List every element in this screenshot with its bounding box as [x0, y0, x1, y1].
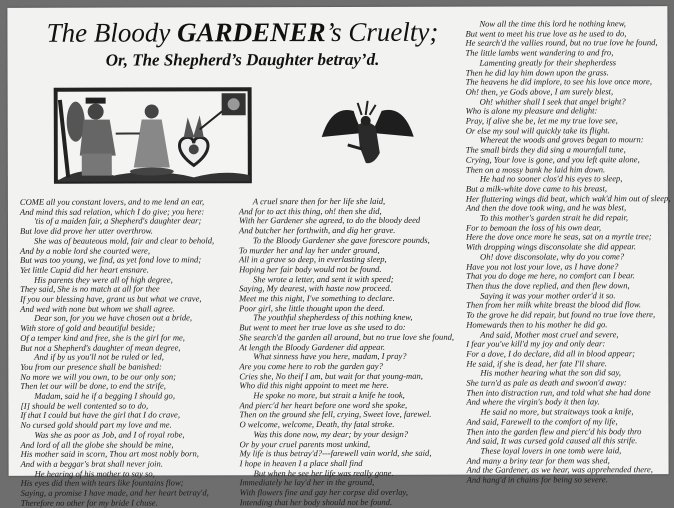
- stanza: [240, 468, 455, 507]
- stanza: [466, 97, 671, 136]
- verse-line: Then he did lay him down upon the grass.: [466, 68, 671, 78]
- verse-line: He spoke no more, but strait a knife he took,: [239, 391, 454, 401]
- verse-line: Therefore no other for my bride I chuse.: [21, 498, 215, 508]
- verse-line: But when he see her life was really gone.: [240, 468, 455, 478]
- verse-line: Now all the time this lord he nothing knew,: [465, 19, 670, 29]
- verse-line: His eyes did then with tears like fountains flow;: [21, 479, 215, 489]
- stanza: [466, 252, 671, 291]
- verse-line: And butcher her forthwith, and dig her grave.: [239, 226, 454, 236]
- verse-line: These loyal lovers in one tomb were laid,: [467, 446, 672, 456]
- verse-line: Oh! dove disconsolate, why do you come?: [466, 252, 671, 262]
- verse-line: The small birds they did sing a mournfull tune,: [466, 145, 671, 155]
- verse-line: With her Gardener she agreed, to do the bloody deed: [239, 216, 454, 226]
- verse-line: [I] should be well contented so to do,: [20, 401, 214, 411]
- verse-line: To this mother's garden strait he did repair,: [466, 213, 671, 223]
- verse-line: 'tis of a maiden fair, a Shepherd's daughter dear;: [20, 217, 214, 227]
- verse-line: Then from her milk white breast the blood did flow.: [466, 301, 671, 311]
- verse-line: He said no more, but straitways took a knife,: [466, 407, 671, 417]
- verse-line: And pierc'd her heart before one word she spoke,: [239, 400, 454, 410]
- verse-line: Or else my soul will quickly take its flight.: [466, 126, 671, 136]
- verse-line: No more we will you own, to be our only son;: [20, 372, 214, 382]
- verse-line: COME all you constant lovers, and to me lend an ear,: [20, 197, 214, 207]
- verse-line: And if by us you'll not be ruled or led,: [20, 353, 214, 363]
- broadside-sheet: [7, 6, 668, 476]
- stanza: [466, 174, 671, 213]
- verse-line: His parents they were all of high degree,: [20, 275, 214, 285]
- verse-line: And said, Farewell to the comfort of my life,: [466, 417, 671, 427]
- verse-line: Lamenting greatly for their shepherdess: [466, 58, 671, 68]
- verse-line: He said, if she is dead, her fate I'll share.: [466, 359, 671, 369]
- verse-line: Yet little Cupid did her heart ensnare.: [20, 265, 214, 275]
- verse-line: Are you come here to rob the garden gay?: [239, 362, 454, 372]
- stanza: [239, 430, 454, 469]
- verse-line: If that I could but have the girl that I do crave,: [20, 411, 214, 421]
- verse-line: Was this done now, my dear; by your design?: [239, 430, 454, 440]
- verse-line: And hang'd in chains for being so severe.: [467, 475, 672, 485]
- verse-line: Then into distraction run, and told what she had done: [466, 388, 671, 398]
- verse-line: Madam, said he if a begging I should go,: [20, 391, 214, 401]
- stanza: [466, 136, 671, 175]
- verse-line: Hoping her fair body would not be found.: [239, 265, 454, 275]
- verse-line: They said, She is no match at all for thee: [20, 285, 214, 295]
- verse-line: And for to act this thing, oh! then she did,: [239, 206, 454, 216]
- verse-line: But went to meet his true love as he used to do,: [465, 29, 670, 39]
- verse-line: No cursed gold should part my love and me.: [20, 420, 214, 430]
- verse-line: Whereat the woods and groves began to mourn:: [466, 136, 671, 146]
- verse-line: He hearing of his mother to say so,: [21, 469, 215, 479]
- verse-line: Pray, if alive she be, let me my true love see,: [466, 116, 671, 126]
- verse-line: And with a beggar's brat shall never join.: [21, 459, 215, 469]
- verse-line: But was too young, we find, as yet fond love to mind;: [20, 256, 214, 266]
- verse-line: Immediately he lay'd her in the ground,: [240, 478, 455, 488]
- stanza: [466, 58, 671, 97]
- verse-line: I hope in heaven I a place shall find: [240, 459, 455, 469]
- verse-line: And mind this sad relation, which I do give; you here:: [20, 207, 214, 217]
- verse-line: I fear you've kill'd my joy and only dear:: [466, 339, 671, 349]
- verse-line: To the grove he did repair, but found no true love there,: [466, 310, 671, 320]
- stanza: [20, 275, 214, 314]
- stanza: [20, 197, 214, 236]
- verse-line: With flowers fine and gay her corpse did overlay,: [240, 488, 455, 498]
- verse-line: The heavens he did implore, to see his love once more,: [466, 77, 671, 87]
- verse-line: Her fluttering wings did beat, which wak'd him out of sleep,: [466, 194, 671, 204]
- verse-line: She wrote a letter, and sent it with speed;: [239, 274, 454, 284]
- woodcut-lovers-illustration: [54, 85, 254, 186]
- verse-line: Saying, a promise I have made, and her heart betray'd,: [21, 488, 215, 498]
- verse-line: What sinness have you here, madam, I pray?: [239, 352, 454, 362]
- verse-line: You from our presence shall be banished:: [20, 362, 214, 372]
- verse-line: Homewards then to his mother he did go.: [466, 320, 671, 330]
- stanza: [466, 213, 671, 252]
- stanza: [239, 236, 454, 275]
- stanza: [239, 197, 454, 236]
- verse-line: And the Gardener, as we hear, was apprehended there,: [467, 465, 672, 475]
- verse-line: And then the dove took wing, and he was blest,: [466, 203, 671, 213]
- verse-line: He had no sooner clos'd his eyes to sleep,: [466, 174, 671, 184]
- verse-line: At length the Bloody Gardener did appear.: [239, 342, 454, 352]
- verse-line: Then thus the dove replied, and then flew down,: [466, 281, 671, 291]
- stanza: [21, 469, 215, 508]
- stanza: [20, 353, 214, 392]
- verse-line: O welcome, welcome, Death, thy fatal stroke.: [239, 420, 454, 430]
- verse-line: The little lambs went wandering to and fro,: [465, 48, 670, 58]
- verse-line: For a dove, I do declare, did all in blood appear;: [466, 349, 671, 359]
- verse-line: To the Bloody Gardener she gave forescore pounds,: [239, 236, 454, 246]
- verse-line: With store of gold and beautiful beside;: [20, 323, 214, 333]
- stanza: [20, 314, 214, 353]
- stanza: [239, 313, 454, 352]
- stanza: [239, 352, 454, 391]
- ballad-title: [7, 17, 477, 49]
- verse-line: But went to meet her true love as she used to do:: [239, 323, 454, 333]
- verse-line: And by a noble lord she courted were,: [20, 246, 214, 256]
- ballad-subtitle: Or, The Shepherd’s Daughter betray’d.: [8, 50, 478, 71]
- verse-line: Meet me this night, I've something to declare.: [239, 294, 454, 304]
- verse-line: She was of beauteous mold, fair and clear to behold,: [20, 236, 214, 246]
- verse-line: If you our blessing have, grant us but what we crave,: [20, 294, 214, 304]
- title-part-1: The Bloody: [47, 17, 178, 47]
- verse-line: For to bemoan the loss of his own dear,: [466, 223, 671, 233]
- verse-line: Oh! then, ye Gods above, I am surely blest,: [466, 87, 671, 97]
- title-part-3: ’s Cruelty;: [326, 17, 439, 47]
- stanza: [20, 391, 214, 430]
- verse-line: And lord of all the globe she should be mine,: [21, 440, 215, 450]
- verse-line: Here the dove once more he seas, sat on a myrtle tree;: [466, 233, 671, 243]
- verse-line: Then on the ground she fell, crying, Sweet love, farewel.: [239, 410, 454, 420]
- stanza: [20, 236, 214, 275]
- verse-line: The youthful shepherdess of this nothing knew,: [239, 313, 454, 323]
- verse-line: And wed with none but whom we shall agree.: [20, 304, 214, 314]
- verse-line: Dear son, for you we have chosen out a bride,: [20, 314, 214, 324]
- verse-column-3: [465, 19, 671, 485]
- verse-line: Saying it was your mother order'd it so.: [466, 291, 671, 301]
- stanza: [466, 330, 671, 369]
- woodcut-eagle-illustration: [318, 97, 418, 169]
- stanza: [466, 407, 671, 446]
- verse-line: Then let our will be done, to end the strife,: [20, 382, 214, 392]
- verse-line: But love did prove her utter overthrow.: [20, 226, 214, 236]
- verse-line: Then into the garden flew and pierc'd his body thro: [466, 427, 671, 437]
- verse-line: His mother hearing what the son did say,: [466, 368, 671, 378]
- verse-line: Intending that her body should not be found.: [240, 497, 455, 507]
- verse-line: Saying, My dearest, with haste now proceed.: [239, 284, 454, 294]
- verse-line: He search'd the vallies round, but no true love he found,: [465, 39, 670, 49]
- verse-line: She search'd the garden all around, but no true love she found,: [239, 333, 454, 343]
- verse-line: And where the virgin's body it then lay.: [466, 398, 671, 408]
- stanza: [465, 19, 670, 58]
- stanza: [239, 391, 454, 430]
- verse-line: A cruel snare then for her life she laid,: [239, 197, 454, 207]
- stanza: [20, 430, 214, 469]
- verse-column-2: [239, 197, 455, 508]
- verse-line: She turn'd as pale as death and swoon'd away:: [466, 378, 671, 388]
- verse-line: Was she as poor as Job, and I of royal robe,: [20, 430, 214, 440]
- verse-line: And many a briny tear for them was shed,: [467, 456, 672, 466]
- verse-line: And said, Mother most cruel and severe,: [466, 330, 671, 340]
- stanza: [466, 291, 671, 330]
- verse-column-1: [20, 197, 215, 508]
- verse-line: Then on a mossy bank he laid him down.: [466, 165, 671, 175]
- verse-line: That you do doge me here, no comfort can I bear.: [466, 271, 671, 281]
- verse-line: But not a Shepherd's daughter of mean degree,: [20, 343, 214, 353]
- verse-line: Oh! whither shall I seek that angel bright?: [466, 97, 671, 107]
- stanza: [466, 368, 671, 407]
- verse-line: Crying, Your love is gone, and you left quite alone,: [466, 155, 671, 165]
- verse-line: Or by your cruel parents most unkind,: [240, 439, 455, 449]
- verse-line: With dropping wings disconsolate she did appear.: [466, 242, 671, 252]
- verse-line: Have you not lost your love, as I have done?: [466, 262, 671, 272]
- verse-line: To murder her and lay her under ground,: [239, 245, 454, 255]
- verse-line: My life is thus betray'd?---farewell vain world, she said,: [240, 449, 455, 459]
- verse-line: But a milk-white dove came to his breast,: [466, 184, 671, 194]
- verse-line: All in a grave so deep, in everlasting sleep,: [239, 255, 454, 265]
- verse-line: Who is alone my pleasure and delight:: [466, 106, 671, 116]
- verse-line: And said, It was cursed gold caused all this strife.: [467, 436, 672, 446]
- title-part-bold: GARDENER: [177, 17, 326, 47]
- verse-line: Who did this night appoint to meet me here.: [239, 381, 454, 391]
- stanza: [239, 274, 454, 313]
- verse-line: Poor girl, she little thought upon the deed.: [239, 303, 454, 313]
- verse-line: Of a temper kind and free, she is the girl for me,: [20, 333, 214, 343]
- verse-line: His mother said in scorn, Thou art most nobly born,: [21, 450, 215, 460]
- verse-line: Cries she, No theif I am, but wait for that young-man,: [239, 371, 454, 381]
